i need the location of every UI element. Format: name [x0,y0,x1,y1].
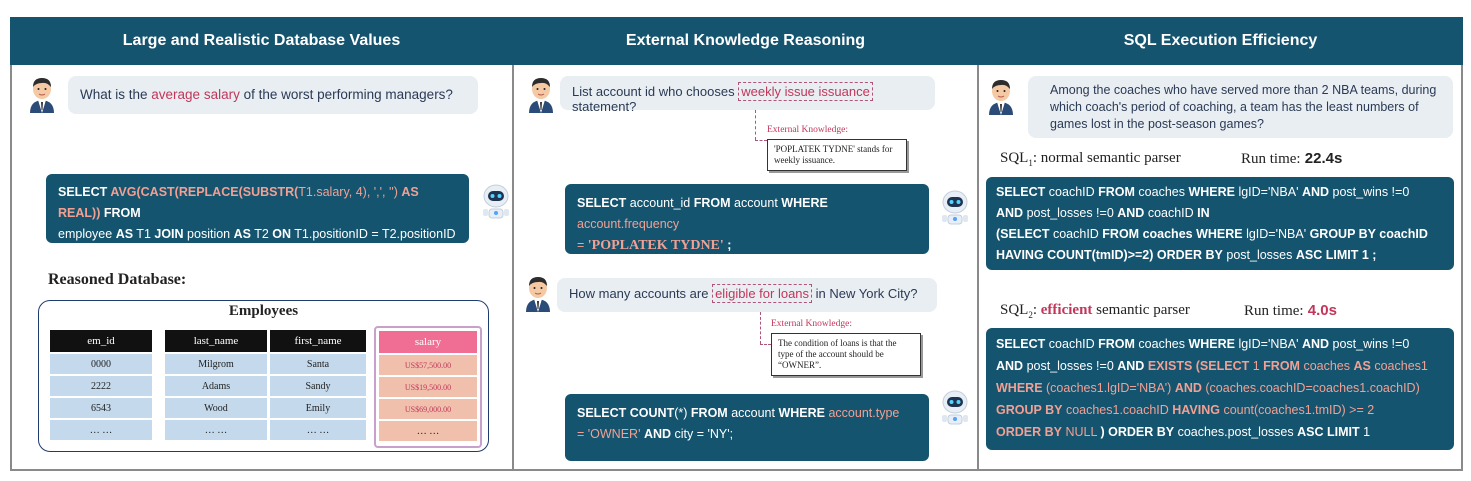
question-bubble: Among the coaches who have served more than 2 NBA teams, during which coach's period of coaching, a team has the least numbers of games lost in the post-season games? [1028,76,1453,138]
runtime-label: Run time: [1244,303,1304,319]
runtime-2 [1244,302,1337,320]
db-heading: Reasoned Database: [48,271,187,288]
table-cell: US$69,000.00 [379,399,477,419]
robot-icon [939,388,971,426]
table-cell: … … [165,420,267,440]
robot-icon [939,188,971,226]
question-highlight: eligible for loans [712,284,812,303]
table-cell: Emily [270,398,366,418]
panel-title: External Knowledge Reasoning [513,17,978,65]
sql2-highlight: efficient [1040,302,1093,318]
question-bubble [557,278,937,312]
sql2-label-text: semantic parser [1092,302,1190,318]
table-cell: 6543 [50,398,152,418]
panel-title: SQL Execution Efficiency [978,17,1463,65]
knowledge-label: External Knowledge: [767,125,848,135]
sql2-label: $SQL_2$: efficient semantic parser [1000,302,1190,320]
table-name: Employees [228,303,299,319]
table-cell: US$19,500.00 [379,377,477,397]
table-cell: … … [379,421,477,441]
question-bubble [68,76,478,114]
user-icon [27,75,57,113]
external-knowledge-note [767,125,907,171]
sql-box: SELECT COUNT(*) FROM account WHERE account.type = 'OWNER' AND city = 'NY'; [565,394,929,461]
knowledge-label: External Knowledge: [771,319,852,329]
runtime-value: 4.0s [1307,302,1337,319]
column-header: last_name [165,330,267,352]
question-text: List account id who chooses [572,84,739,99]
table-cell: 2222 [50,376,152,396]
sql1-label: $SQL_1$: normal semantic parser [1000,150,1181,168]
question-text: of the worst performing managers? [239,87,453,102]
question-highlight: average salary [151,87,240,102]
panel-execution-efficiency [978,17,1463,471]
sql-box-2: SELECT coachID FROM coaches WHERE lgID='NBA' AND post_wins !=0 AND post_losses !=0 AND EXISTS (SELECT 1 FROM coaches AS coaches1 WHERE (coaches1.lgID='NBA') AND (coaches.coachID=coaches1.coachID) GROUP BY coaches1.coachID HAVING count(coaches1.tmID) >= 2 ORDER BY NULL ) ORDER BY coaches.post_losses ASC LIMIT 1 [986,328,1454,450]
table-cell: Santa [270,354,366,374]
connector-line [760,312,761,344]
sql-box: SELECT account_id FROM account WHERE account.frequency = 'POPLATEK TYDNE' ; [565,184,929,254]
question-text: in New York City? [812,286,918,301]
table-cell: Wood [165,398,267,418]
column-header: em_id [50,330,152,352]
table-cell: … … [270,420,366,440]
external-knowledge-note [771,319,921,376]
panel-title: Large and Realistic Database Values [10,17,513,65]
runtime-value: 22.4s [1304,150,1343,167]
sql-box-1: SELECT coachID FROM coaches WHERE lgID='NBA' AND post_wins !=0 AND post_losses !=0 AND coachID IN (SELECT coachID FROM coaches WHERE lgID='NBA' GROUP BY coachID HAVING COUNT(tmID)>=2) ORDER BY post_losses ASC LIMIT 1 ; [986,177,1454,270]
table-column [50,330,152,442]
table-cell: Milgrom [165,354,267,374]
panel-external-knowledge [513,17,978,471]
user-icon [986,77,1016,115]
question-text: How many accounts are [569,286,713,301]
panel-database-values [10,17,513,471]
table-cell: Adams [165,376,267,396]
runtime-label: Run time: [1241,151,1301,167]
salary-column [374,326,482,448]
column-header: first_name [270,330,366,352]
runtime-1 [1241,150,1342,168]
user-icon [523,274,553,312]
table-column [165,330,267,442]
question-text: What is the [80,87,152,102]
question-highlight: weekly issue issuance [738,82,873,101]
table-cell: Sandy [270,376,366,396]
table-cell: … … [50,420,152,440]
sql1-label-text: normal semantic parser [1040,150,1181,166]
connector-line [760,344,771,345]
connector-line [755,110,756,140]
knowledge-text: 'POPLATEK TYDNE' stands for weekly issuance. [767,139,907,171]
question-text: statement? [572,99,637,114]
table-cell: US$57,500.00 [379,355,477,375]
question-bubble [560,76,935,114]
robot-icon [480,182,512,220]
table-cell: 0000 [50,354,152,374]
table-column [270,330,366,442]
sql-box: SELECT AVG(CAST(REPLACE(SUBSTR(T1.salary, 4), ',', '') AS REAL)) FROM employee AS T1 JOIN position AS T2 ON T1.positionID = T2.positionID WHERE T1.performance = 'Poor' AND T2.positiontitle = 'Manager' [46,174,469,243]
user-icon [526,75,556,113]
knowledge-text: The condition of loans is that the type of the account should be “OWNER”. [771,333,921,376]
connector-line [755,140,767,141]
column-header: salary [379,331,477,353]
